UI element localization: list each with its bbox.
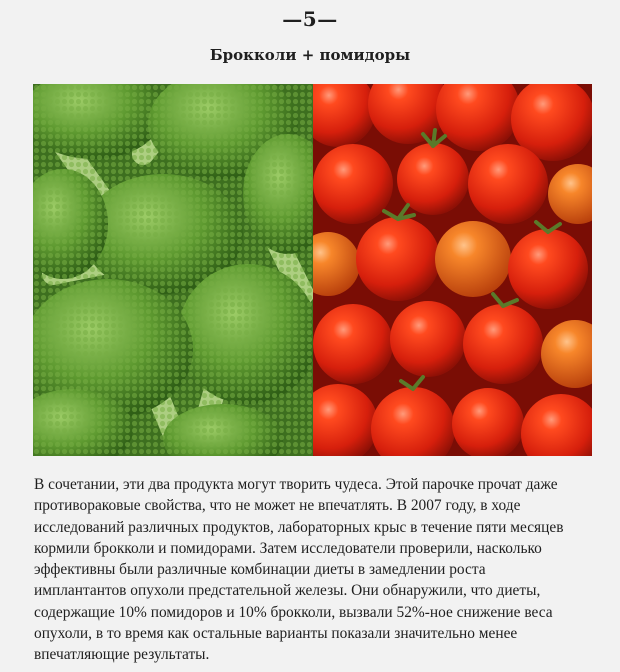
article-paragraph: В сочетании, эти два продукта могут творить чудеса. Этой парочке прочат даже противораковые свойства, что не может не впечатлять. В 2007 году, в ходе исследований различных продуктов, лабораторных крыс в течение пяти месяцев кормили брокколи и помидорами. Затем исследователи проверили, насколько эффективны были различные комбинации диеты в замедлении роста имплантантов опухоли предстательной железы. Они обнаружили, что диеты, содержащие 10% помидоров и 10% брокколи, вызвали 52%-ное снижение веса опухоли, в то время как остальные варианты показали значительно менее впечатляющие результаты. bbox=[34, 476, 564, 664]
section-title: Брокколи + помидоры bbox=[209, 46, 411, 64]
cherry-tomatoes-photo-icon bbox=[313, 84, 592, 456]
broccoli-tomatoes-photo bbox=[33, 84, 592, 456]
page-number: —5— bbox=[282, 7, 338, 31]
broccoli-photo-icon bbox=[33, 84, 313, 456]
